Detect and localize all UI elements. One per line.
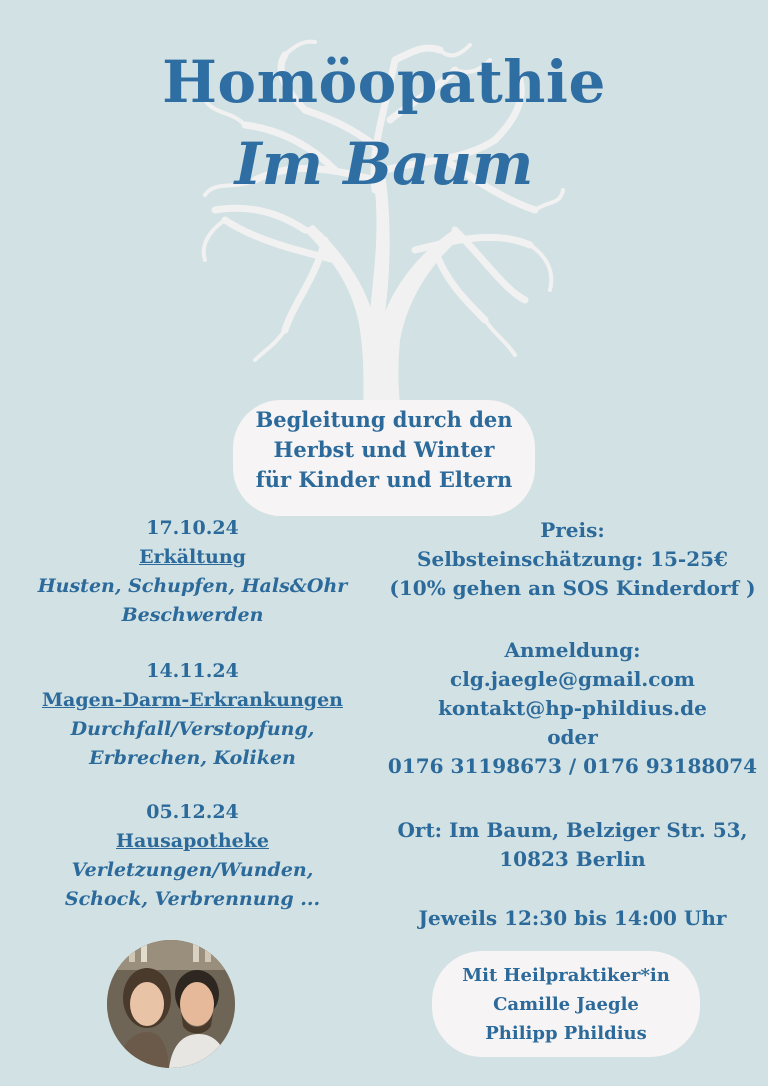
session-topic: Hausapotheke <box>116 830 269 852</box>
session-date: 17.10.24 <box>146 517 239 539</box>
zeit: Jeweils 12:30 bis 14:00 Uhr <box>418 906 727 930</box>
session-detail: Verletzungen/Wunden, <box>71 859 314 881</box>
title-line2: Im Baum <box>234 130 534 198</box>
anmeldung-oder: oder <box>547 725 598 749</box>
ort-line1: Ort: Im Baum, Belziger Str. 53, <box>397 818 748 842</box>
ort-block <box>380 816 765 874</box>
practitioners-photo <box>107 940 235 1068</box>
practitioners-line3: Philipp Phildius <box>485 1023 647 1044</box>
session-date: 05.12.24 <box>146 801 239 823</box>
session-date: 14.11.24 <box>146 660 239 682</box>
anmeldung-label: Anmeldung: <box>504 638 641 662</box>
preis-label: Preis: <box>540 518 605 542</box>
title-line1: Homöopathie <box>162 48 606 116</box>
session-detail: Schock, Verbrennung ... <box>64 888 321 910</box>
practitioners-pill <box>432 951 700 1057</box>
intro-line1: Begleitung durch den <box>255 407 513 432</box>
session-1 <box>20 514 365 630</box>
preis-block <box>380 516 765 603</box>
anmeldung-block <box>380 636 765 781</box>
session-detail: Erbrechen, Koliken <box>89 747 296 769</box>
session-2 <box>20 657 365 773</box>
practitioners-line2: Camille Jaegle <box>493 994 639 1015</box>
session-detail: Husten, Schupfen, Hals&Ohr <box>37 575 348 597</box>
email-1[interactable]: clg.jaegle@gmail.com <box>450 667 695 691</box>
intro-line3: für Kinder und Eltern <box>255 467 513 492</box>
session-detail: Durchfall/Verstopfung, <box>70 718 315 740</box>
session-3 <box>20 798 365 914</box>
ort-line2: 10823 Berlin <box>499 847 646 871</box>
intro-line2: Herbst und Winter <box>273 437 495 462</box>
email-2[interactable]: kontakt@hp-phildius.de <box>438 696 707 720</box>
preis-line2: (10% gehen an SOS Kinderdorf ) <box>389 576 756 600</box>
phone-numbers[interactable]: 0176 31198673 / 0176 93188074 <box>387 754 758 778</box>
session-topic: Erkältung <box>139 546 246 568</box>
preis-line1: Selbsteinschätzung: 15-25€ <box>417 547 728 571</box>
practitioners-line1: Mit Heilpraktiker*in <box>462 965 670 986</box>
session-detail: Beschwerden <box>121 604 264 626</box>
intro-pill <box>233 400 535 516</box>
session-topic: Magen-Darm-Erkrankungen <box>42 689 343 711</box>
